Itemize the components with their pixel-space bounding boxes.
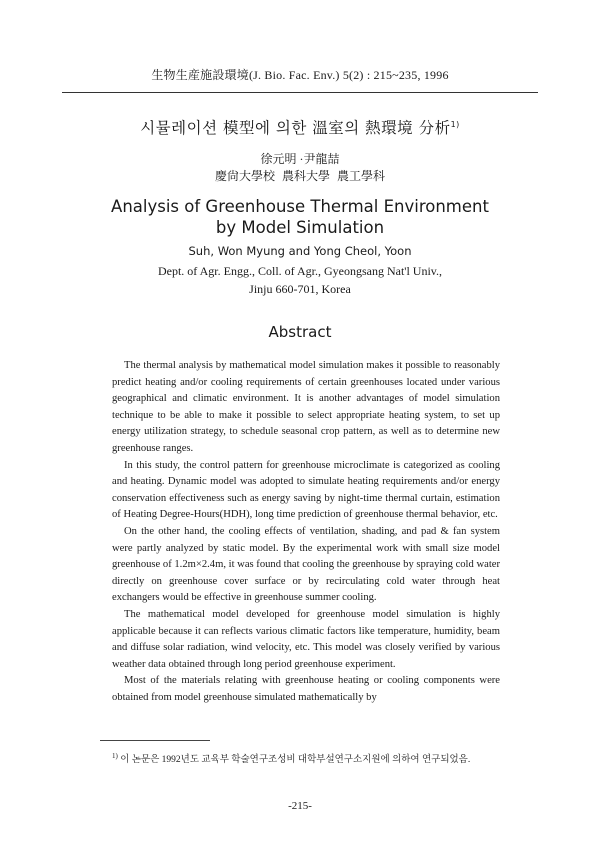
header-rule [62, 92, 538, 93]
english-affiliation-line-2: Jinju 660-701, Korea [249, 282, 351, 296]
korean-title [0, 116, 600, 138]
abstract-paragraph: Most of the materials relating with greenhouse heating or cooling components were obtained from model greenhouse simulated mathematically by [112, 675, 500, 703]
footnote-mark: 1) [112, 751, 118, 760]
footnote-rule [100, 740, 210, 741]
abstract-paragraph: The thermal analysis by mathematical model simulation makes it possible to reasonably predict heating and/or cooling requirements of certain greenhouses located under various geographical and climatic environment. It is another advantages of model simulation technique to be able to make it possible to select appropriate heating system, to set up energy utilization strategy, to schedule seasonal crop pattern, as well as to determine new greenhouse ranges. [112, 360, 500, 454]
footnote-text: 이 논문은 1992년도 교육부 학술연구조성비 대학부설연구소지원에 의하여 연구되었음. [120, 755, 471, 765]
korean-authors: 徐元明 ·尹龍喆 [260, 152, 340, 166]
abstract-paragraph: On the other hand, the cooling effects of ventilation, shading, and pad & fan system were partly analyzed by static model. By the experimental work with small size model greenhouse of 1.2m×2.4m, it was found that cooling the greenhouse by spraying cold water directly on greenhouse cover surface or by recirculating cold water through heat exchangers would be effective in greenhouse summer cooling. [112, 525, 500, 604]
english-title-line-2: by Model Simulation [215, 218, 385, 237]
english-authors: Suh, Won Myung and Yong Cheol, Yoon [188, 244, 412, 258]
journal-header: 生物生産施設環境(J. Bio. Fac. Env.) 5(2) : 215~235, 1996 [151, 68, 449, 82]
korean-title-text: 시뮬레이션 模型에 의한 溫室의 熱環境 分析 [140, 119, 451, 137]
korean-affiliation: 慶尙大學校 農科大學 農工學科 [214, 169, 385, 183]
abstract-body [112, 358, 500, 706]
abstract-paragraph: In this study, the control pattern for greenhouse microclimate is categorized as cooling and heating. Dynamic model was adopted to simulate heating requirements and/or energy conservation effectiveness such as energy saving by night-time thermal curtain, estimation of Heating Degree-Hours(HDH), long time prediction of greenhouse thermal behavior, etc. [112, 459, 500, 521]
abstract-heading: Abstract [268, 323, 332, 341]
title-footnote-mark: 1) [450, 119, 460, 129]
english-affiliation-line-1: Dept. of Agr. Engg., Coll. of Agr., Gyeongsang Nat'l Univ., [157, 264, 443, 278]
english-title [0, 196, 600, 238]
english-affiliation [0, 262, 600, 298]
page-number: -215- [288, 800, 312, 812]
english-title-line-1: Analysis of Greenhouse Thermal Environment [111, 197, 489, 216]
footnote [112, 751, 512, 765]
abstract-paragraph: The mathematical model developed for greenhouse model simulation is highly applicable because it can reflects various climatic factors like temperature, humidity, beam and diffuse solar radiation, wind velocity, etc. This model was closely verified by various weather data obtained through long period greenhouse experiment. [112, 608, 500, 670]
